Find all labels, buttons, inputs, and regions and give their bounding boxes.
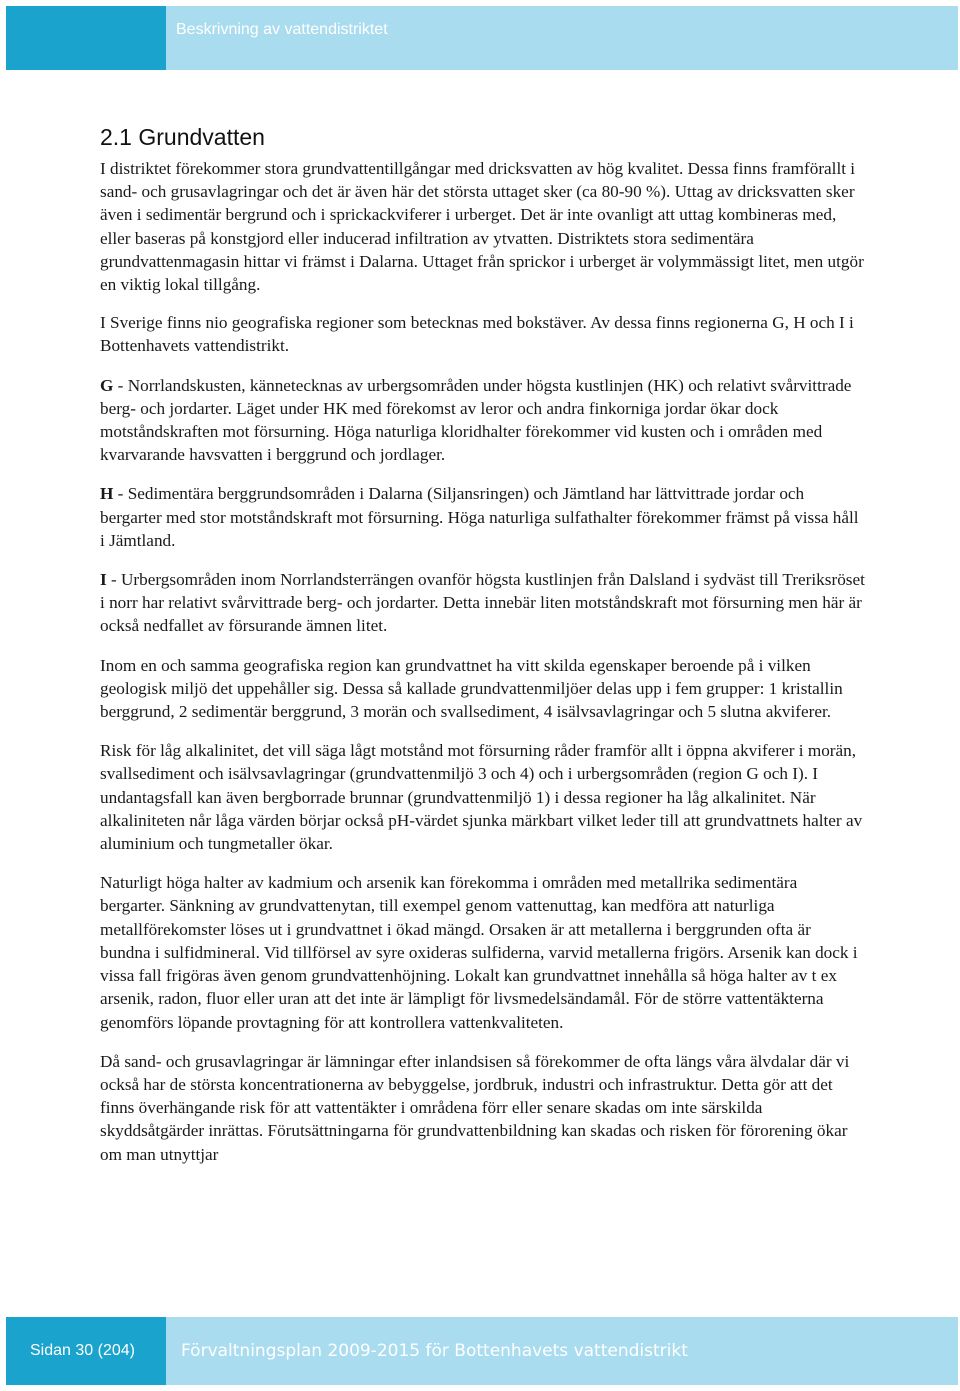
paragraph-groundwater-environments: Inom en och samma geografiska region kan grundvattnet ha vitt skilda egenskaper beroende på i vilken geologisk miljö det uppehåller sig. Dessa så kallade grundvattenmiljöer delas upp i fem grupper: 1 kristallin berggrund, 2 sedimentär berggrund, 3 morän och svallsediment, 4 isälvsavlagringar och 5 slutna akviferer. xyxy=(100,655,843,722)
header-accent-tab xyxy=(6,6,166,70)
paragraph-sand-gravel: Då sand- och grusavlagringar är lämningar efter inlandsisen så förekommer de ofta längs våra älvdalar där vi också har de största koncentrationerna av bebyggelse, jordbruk, industri och infrastruktur. Detta gör att det finns överhängande risk för att vattentäkter i områdena förr eller senare skadas om inte särskilda skyddsåtgärder inrättas. Förutsättningarna för grundvattenbildning kan skadas och risken för förorening ökar om man utnyttjar xyxy=(100,1051,850,1164)
region-description: - Urbergsområden inom Norrlandsterrängen ovanför högsta kustlinjen från Dalsland i sydväst till Treriksröset i norr har relativt svårvittrade berg- och jordarter. Detta innebär liten motståndskraft mot försurning men här är också nedfallet av försurande ämnen litet. xyxy=(100,570,865,636)
region-letter: I xyxy=(100,570,107,590)
region-description: - Sedimentära berggrundsområden i Dalarna (Siljansringen) och Jämtland har lättvittrade jordar och bergarter med stor motståndskraft mot försurning. Höga naturliga sulfathalter förekommer främst på vissa håll i Jämtland. xyxy=(100,484,859,550)
section-heading: 2.1 Grundvatten xyxy=(100,124,265,150)
region-letter: H xyxy=(100,484,114,504)
page-number: Sidan 30 (204) xyxy=(30,1342,135,1359)
paragraph-metals: Naturligt höga halter av kadmium och arsenik kan förekomma i områden med metallrika sedimentära bergarter. Sänkning av grundvattenytan, till exempel genom vattenuttag, kan medföra att naturliga metallförekomster löses ut i grundvattnet i ökad mängd. Orsaken är att metallerna i berggrunden ofta är bundna i sulfidmineral. Vid tillförsel av syre oxideras sulfiderna, varvid metallerna frigörs. Arsenik kan dock i vissa fall frigöras även genom grundvattenhöjning. Lokalt kan grundvattnet innehålla så höga halter av t ex arsenik, radon, fluor eller uran att det inte är lämpligt för livsmedelsändamål. För de större vattentäkterna genomförs löpande provtagning för att kontrollera vattenkvaliteten. xyxy=(100,873,858,1032)
paragraph-alkalinity: Risk för låg alkalinitet, det vill säga lågt motstånd mot försurning råder framför allt i öppna akviferer i morän, svallsediment och isälvsavlagringar (grundvattenmiljö 3 och 4) och i urbergsområden (region G och I). I undantagsfall kan även bergborrade brunnar (grundvattenmiljö 1) i dessa regioner ha låg alkalinitet. När alkaliniteten når låga värden börjar också pH-värdet sjunka märkbart vilket leder till att grundvattnets halter av aluminium och tungmetaller ökar. xyxy=(100,741,863,854)
header-title: Beskrivning av vattendistriktet xyxy=(176,21,388,38)
document-title: Förvaltningsplan 2009-2015 för Bottenhavets vattendistrikt xyxy=(181,1341,688,1361)
page-footer xyxy=(6,1317,958,1385)
paragraph-region-i xyxy=(100,568,865,638)
paragraph-region-g xyxy=(100,374,865,467)
main-content xyxy=(100,124,865,1182)
page-header xyxy=(6,6,958,70)
region-description: - Norrlandskusten, kännetecknas av urbergsområden under högsta kustlinjen (HK) och relativt svårvittrade berg- och jordarter. Läget under HK med förekomst av leror och andra finkorniga jordar ökar dock motståndskraften mot försurning. Höga naturliga kloridhalter förekommer vid kusten och i områden med kvarvarande havsvatten i berggrund och jordlager. xyxy=(100,375,852,465)
paragraph-regions-intro: I Sverige finns nio geografiska regioner som betecknas med bokstäver. Av dessa finns regionerna G, H och I i Bottenhavets vattendistrikt. xyxy=(100,313,854,356)
region-letter: G xyxy=(100,375,114,395)
paragraph-intro: I distriktet förekommer stora grundvattentillgångar med dricksvatten av hög kvalitet. Dessa finns framförallt i sand- och grusavlagringar och det är även här det största uttaget sker (ca 80-90 %). Uttag av dricksvatten sker även i sedimentär bergrund och i sprickackviferer i urberget. Det är inte ovanligt att uttag kombineras med, eller baseras på konstgjord eller inducerad infiltration av ytvatten. Distriktets stora sedimentära grundvattenmagasin hittar vi främst i Dalarna. Uttaget från sprickor i urberget är volymmässigt litet, men utgör en viktig lokal tillgång. xyxy=(100,159,864,295)
paragraph-region-h xyxy=(100,482,865,552)
